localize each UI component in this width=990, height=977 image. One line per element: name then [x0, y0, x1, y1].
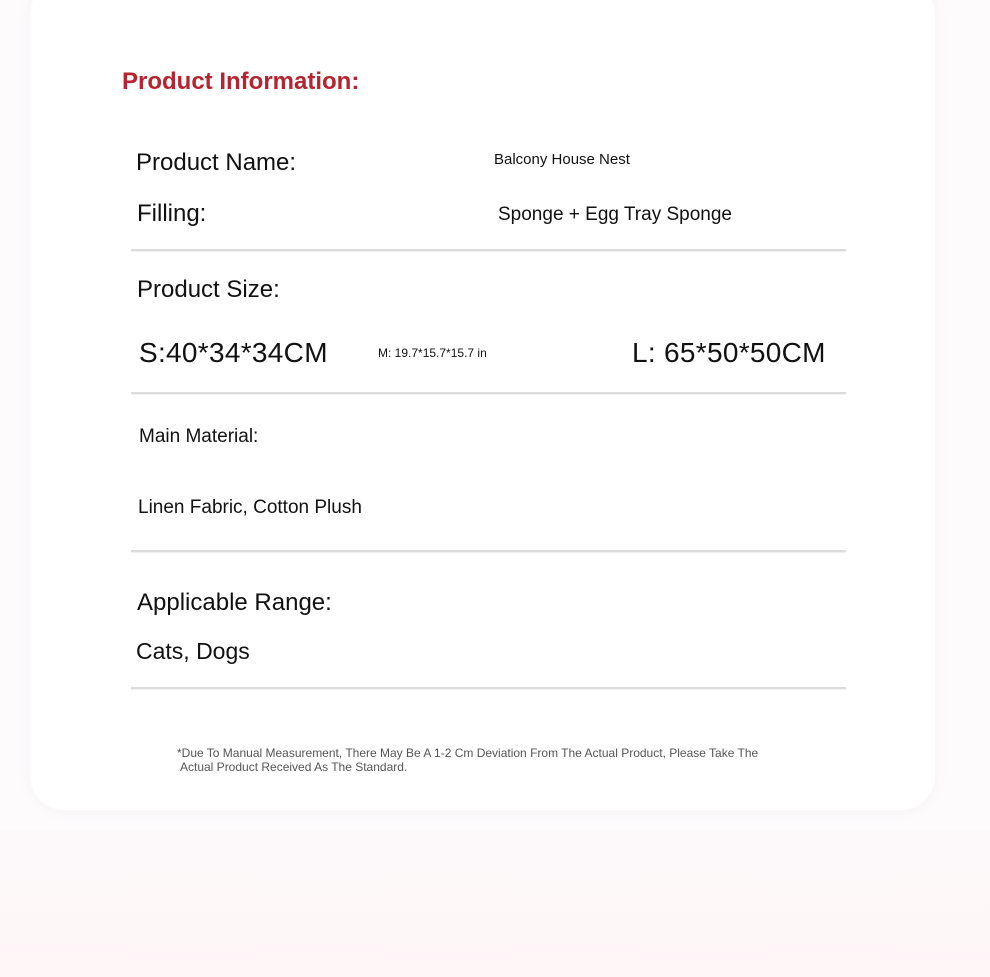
- size-medium-value: M: 19.7*15.7*15.7 in: [378, 346, 487, 360]
- section-title: Product Information:: [122, 68, 360, 95]
- applicable-range-label: Applicable Range:: [137, 589, 332, 616]
- main-material-value: Linen Fabric, Cotton Plush: [138, 497, 362, 518]
- filling-value: Sponge + Egg Tray Sponge: [498, 204, 732, 225]
- product-name-label: Product Name:: [136, 149, 297, 176]
- applicable-range-value: Cats, Dogs: [136, 638, 250, 664]
- disclaimer-line-1: *Due To Manual Measurement, There May Be A 1-2 Cm Deviation From The Actual Product, Please Take The: [177, 746, 759, 760]
- filling-label: Filling:: [137, 200, 207, 227]
- divider: [131, 687, 846, 689]
- divider: [131, 249, 846, 251]
- main-material-label: Main Material:: [139, 426, 259, 447]
- measurement-disclaimer: [177, 746, 817, 774]
- size-large-value: L: 65*50*50CM: [632, 337, 826, 368]
- product-name-value: Balcony House Nest: [494, 151, 630, 168]
- size-small-value: S:40*34*34CM: [139, 337, 328, 368]
- page-background-bottom: [0, 830, 990, 977]
- divider: [131, 392, 846, 394]
- product-size-label: Product Size:: [137, 276, 280, 303]
- disclaimer-line-2: Actual Product Received As The Standard.: [180, 760, 408, 774]
- divider: [131, 550, 846, 552]
